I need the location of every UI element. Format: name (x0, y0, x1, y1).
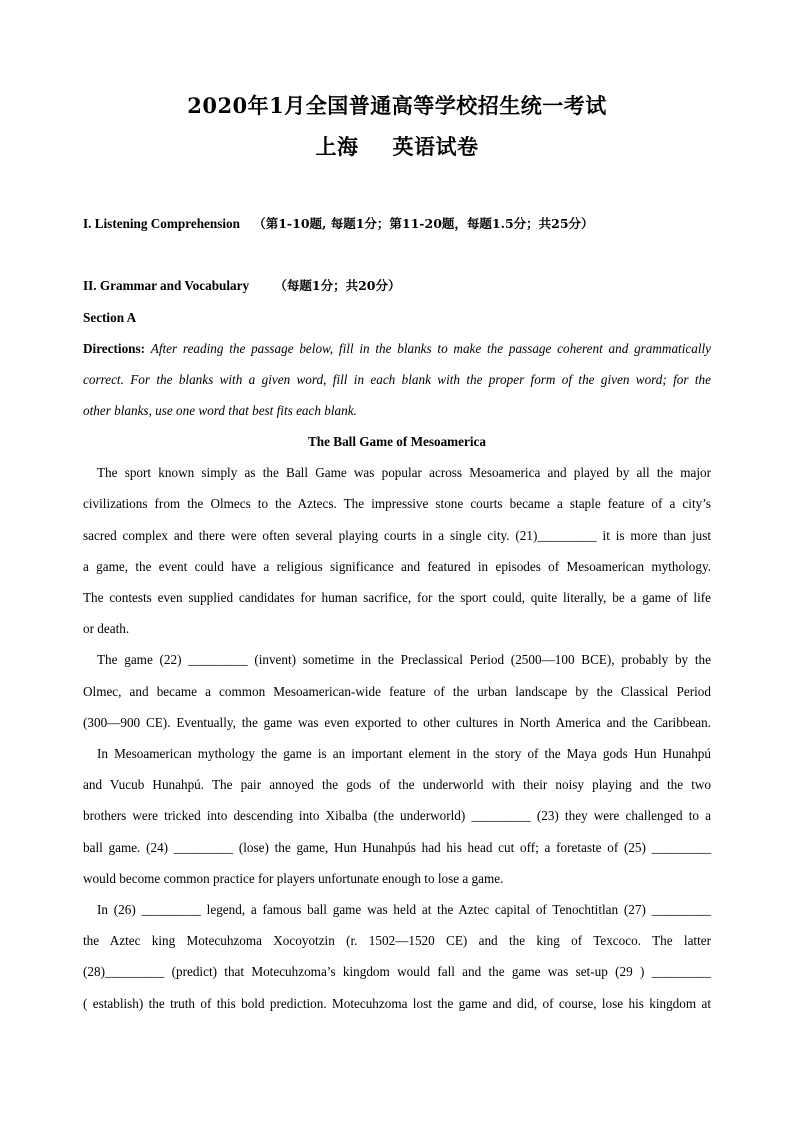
passage-title: The Ball Game of Mesoamerica (308, 434, 486, 449)
passage-line: and Vucub Hunahpú. The pair annoyed the gods of the underworld with their noisy playing and the two (83, 777, 711, 792)
part1-note: （第1-10题, 每题1分；第11-20题，每题1.5分；共25分） (253, 216, 594, 231)
directions-text: correct. For the blanks with a given word, fill in each blank with the proper form of the given word; for the (83, 372, 711, 387)
passage-line: or death. (83, 621, 130, 636)
part2-note: （每题1分；共20分） (274, 278, 401, 293)
passage-line: Olmec, and became a common Mesoamerican-wide feature of the urban landscape by the Classical Period (83, 684, 711, 699)
part1-heading: I. Listening Comprehension (83, 216, 240, 231)
exam-title: 2020年1月全国普通高等学校招生统一考试 (187, 93, 607, 118)
passage-line: The contests even supplied candidates for human sacrifice, for the sport could, quite literally, be a game of life (83, 590, 711, 605)
part2-heading-line (83, 278, 711, 294)
passage-line: brothers were tricked into descending into Xibalba (the underworld) _________ (23) they were challenged to a (83, 808, 711, 823)
passage-line: ball game. (24) _________ (lose) the game, Hun Hunahpús had his head cut off; a foretaste of (25) _________ (83, 840, 711, 855)
passage-line: The sport known simply as the Ball Game was popular across Mesoamerica and played by all the major (97, 465, 711, 480)
subtitle-region: 上海 (315, 134, 359, 159)
passage-line: would become common practice for players unfortunate enough to lose a game. (83, 871, 504, 886)
passage-line: (28)_________ (predict) that Motecuhzoma’s kingdom would fall and the game was set-up (29 ) _________ (83, 964, 711, 979)
passage-line: the Aztec king Motecuhzoma Xocoyotzin (r. 1502—1520 CE) and the king of Texcoco. The latter (83, 933, 711, 948)
subtitle-subject: 英语试卷 (392, 134, 479, 159)
part1-heading-line (83, 216, 711, 232)
directions-line (83, 341, 711, 357)
passage-line: The game (22) _________ (invent) sometime in the Preclassical Period (2500—100 BCE), probably by the (97, 652, 711, 667)
directions-text: After reading the passage below, fill in the blanks to make the passage coherent and grammatically (150, 341, 712, 356)
passage-line: a game, the event could have a religious significance and featured in episodes of Mesoamerican mythology. (83, 559, 711, 574)
part2-heading: II. Grammar and Vocabulary (83, 278, 250, 293)
directions-text: other blanks, use one word that best fits each blank. (83, 403, 357, 418)
passage-line: In Mesoamerican mythology the game is an important element in the story of the Maya gods Hun Hunahpú (97, 746, 711, 761)
section-a-heading: Section A (83, 310, 137, 325)
exam-subtitle (0, 131, 794, 161)
passage-line: sacred complex and there were often several playing courts in a single city. (21)_________ it is more than just (83, 528, 711, 543)
passage-line: civilizations from the Olmecs to the Aztecs. The impressive stone courts became a staple feature of a city’s (83, 496, 711, 511)
passage-line: In (26) _________ legend, a famous ball game was held at the Aztec capital of Tenochtitlan (27) _________ (97, 902, 711, 917)
directions-label: Directions: (83, 341, 146, 356)
passage-line: ( establish) the truth of this bold prediction. Motecuhzoma lost the game and did, of course, lose his kingdom at (83, 996, 711, 1011)
passage-line: (300—900 CE). Eventually, the game was even exported to other cultures in North America and the Caribbean. (83, 715, 711, 730)
